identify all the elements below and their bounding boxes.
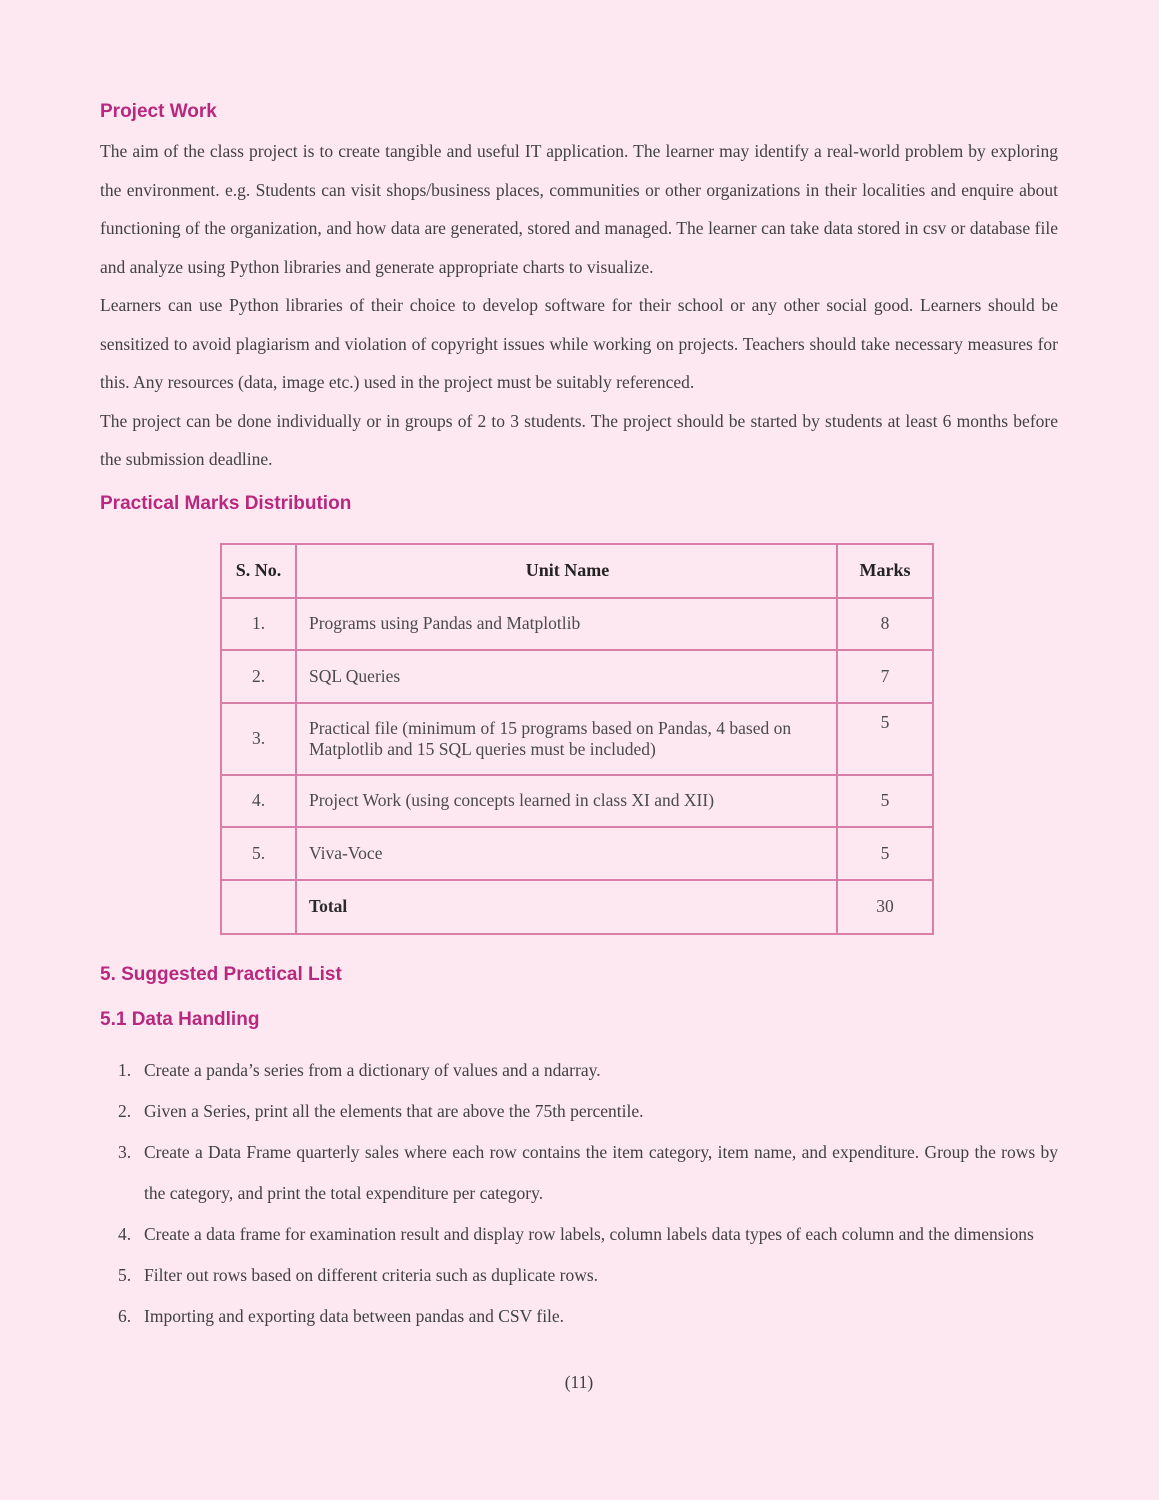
page-number: (11) [564,1371,594,1392]
table-row [221,775,933,827]
cell-sno: 3. [221,703,296,775]
header-unit-name: Unit Name [296,544,837,598]
list-item-number: 6. [118,1305,132,1326]
list-item [100,1050,1058,1091]
heading-practical-marks-distribution: Practical Marks Distribution [100,492,352,514]
table-header-row [221,544,933,598]
cell-unit: Practical file (minimum of 15 programs based on Pandas, 4 based on Matplotlib and 15 SQL queries must be included) [296,703,837,775]
list-item [100,1091,1058,1132]
practical-list [100,1050,1058,1337]
practical-marks-table [220,543,934,935]
table-row [221,650,933,703]
list-item-number: 3. [118,1141,132,1162]
paragraph-project-groups: The project can be done individually or in groups of 2 to 3 students. The project should be started by students at least 6 months before the submission deadline. [100,410,1058,469]
list-item [100,1296,1058,1337]
paragraph-learners-libraries: Learners can use Python libraries of their choice to develop software for their school or any other social good. Learners should be sensitized to avoid plagiarism and violation of copyright issues while working on projects. Teachers should take necessary measures for this. Any resources (data, image etc.) used in the project must be suitably referenced. [100,295,1058,392]
list-item-number: 1. [118,1059,132,1080]
cell-sno: 4. [221,775,296,827]
cell-sno: 2. [221,650,296,703]
heading-data-handling: 5.1 Data Handling [100,1008,260,1030]
cell-marks: 7 [837,650,933,703]
list-item-text: Filter out rows based on different criteria such as duplicate rows. [144,1264,599,1285]
list-item [100,1132,1058,1214]
table-row [221,703,933,775]
list-item-number: 5. [118,1264,132,1285]
table-total-row [221,880,933,934]
list-item-text: Importing and exporting data between pandas and CSV file. [144,1305,565,1326]
table-row [221,827,933,880]
header-sno: S. No. [221,544,296,598]
list-item-text: Create a panda’s series from a dictionary of values and a ndarray. [144,1059,601,1080]
cell-unit: Programs using Pandas and Matplotlib [296,598,837,650]
list-item-text: Create a Data Frame quarterly sales where each row contains the item category, item name, and expenditure. Group the rows by the category, and print the total expenditure per category. [144,1141,1058,1203]
list-item-text: Create a data frame for examination result and display row labels, column labels data types of each column and the dimensions [144,1223,1034,1244]
list-item [100,1255,1058,1296]
header-marks: Marks [837,544,933,598]
cell-marks: 5 [837,703,933,775]
heading-project-work: Project Work [100,101,217,122]
cell-marks: 5 [837,775,933,827]
cell-unit: SQL Queries [296,650,837,703]
cell-sno: 5. [221,827,296,880]
cell-marks: 8 [837,598,933,650]
list-item-text: Given a Series, print all the elements that are above the 75th percentile. [144,1100,644,1121]
cell-total-marks: 30 [837,880,933,934]
cell-marks: 5 [837,827,933,880]
list-item-number: 4. [118,1223,132,1244]
list-item-number: 2. [118,1100,132,1121]
cell-sno [221,880,296,934]
list-item [100,1214,1058,1255]
cell-total-label: Total [296,880,837,934]
cell-sno: 1. [221,598,296,650]
cell-unit: Viva-Voce [296,827,837,880]
table-row [221,598,933,650]
paragraph-project-aim: The aim of the class project is to create tangible and useful IT application. The learner may identify a real-world problem by exploring the environment. e.g. Students can visit shops/business places, communities or other organizations in their localities and enquire about functioning of the organization, and how data are generated, stored and managed. The learner can take data stored in csv or database file and analyze using Python libraries and generate appropriate charts to visualize. [100,141,1058,277]
cell-unit: Project Work (using concepts learned in class XI and XII) [296,775,837,827]
heading-suggested-practical-list: 5. Suggested Practical List [100,963,342,985]
